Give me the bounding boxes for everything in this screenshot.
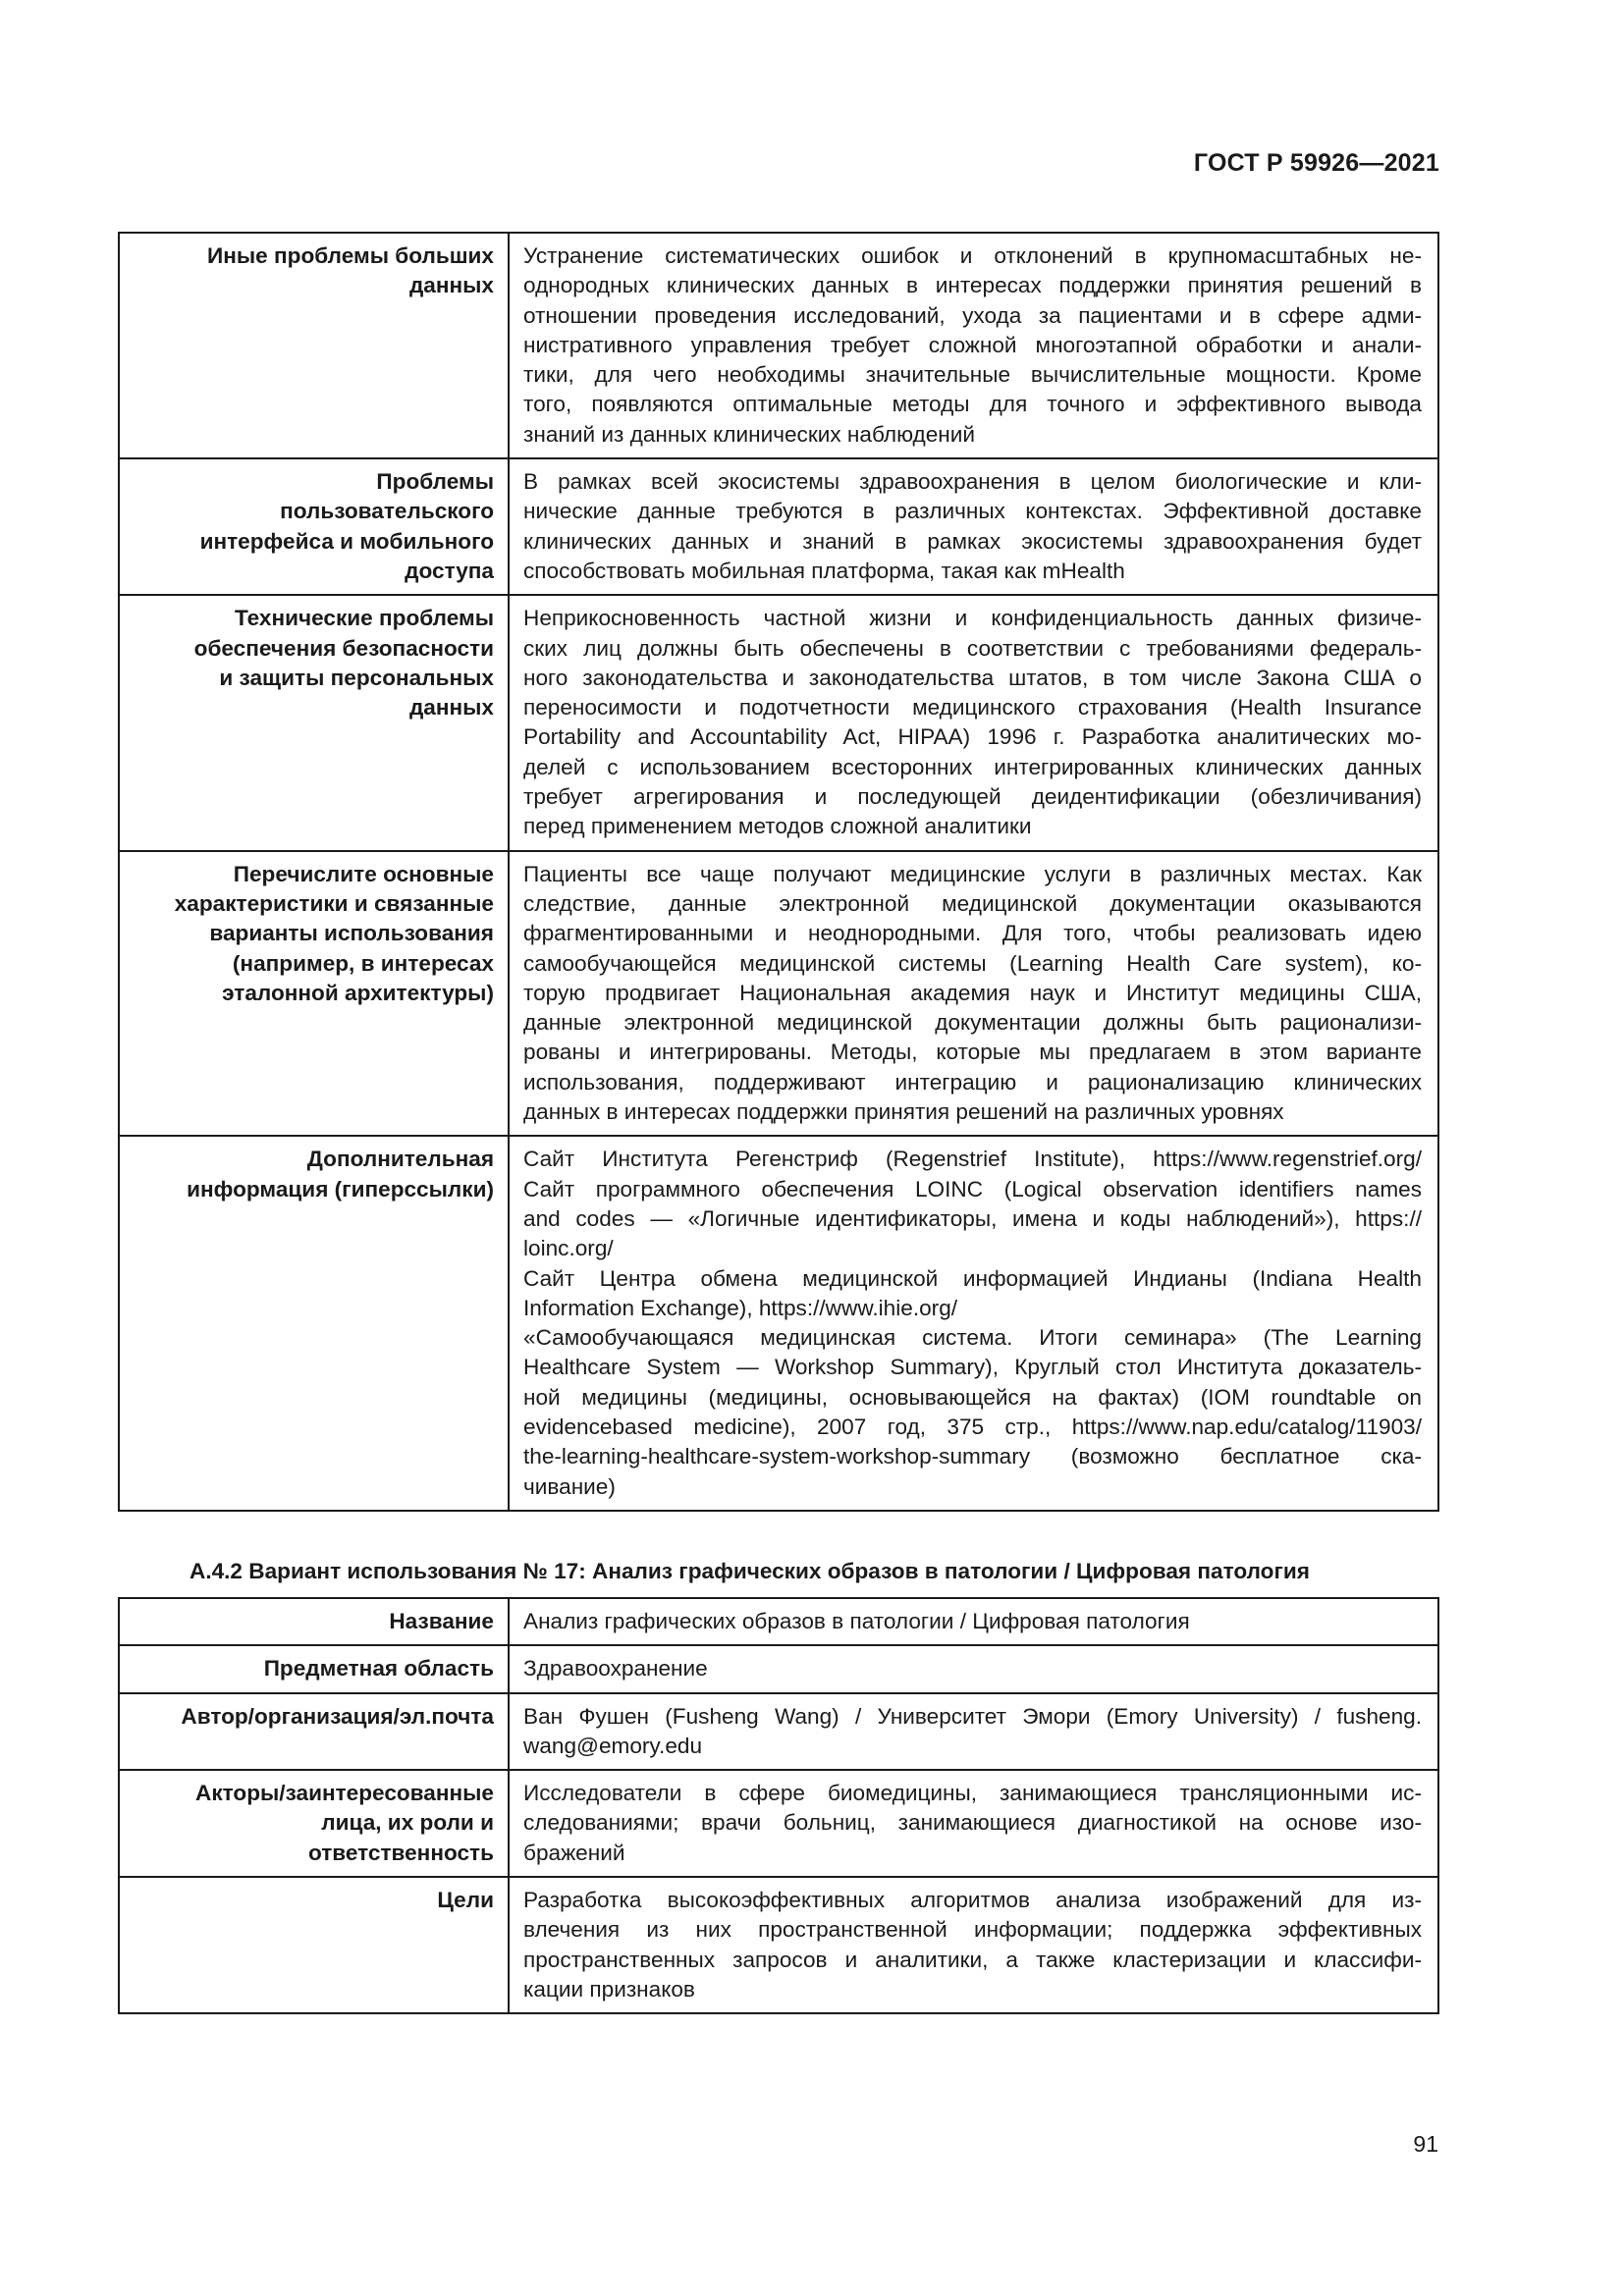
value-line: тики, для чего необходимы значительные вычислительные мощности. Кроме	[523, 362, 1422, 388]
value-line: Information Exchange), https://www.ihie.org/	[523, 1295, 958, 1320]
value-line: Здравоохранение	[523, 1656, 708, 1682]
label-line: Автор/организация/эл.почта	[181, 1703, 494, 1729]
value-line: перед применением методов сложной аналитики	[523, 814, 1032, 839]
table2-body	[119, 1598, 1438, 2013]
label-line: Проблемы	[376, 469, 494, 495]
value-line: бражений	[523, 1840, 625, 1865]
document-code: ГОСТ Р 59926—2021	[1193, 149, 1439, 177]
row-value	[509, 1136, 1438, 1511]
value-line: следованиями; врачи больниц, занимающиеся диагностикой на основе изо-	[523, 1810, 1422, 1836]
value-line: данных в интересах поддержки принятия решений на различных уровнях	[523, 1099, 1284, 1125]
value-line: использования, поддерживают интеграцию и рационализацию клинических	[523, 1069, 1422, 1095]
value-line: Сайт Центра обмена медицинской информацией Индианы (Indiana Health	[523, 1265, 1422, 1291]
row-value	[509, 1598, 1438, 1645]
row-label	[119, 233, 509, 458]
value-line: следствие, данные электронной медицинской документации оказываются	[523, 890, 1422, 916]
value-line: and codes — «Логичные идентификаторы, имена и коды наблюдений»), https://	[523, 1205, 1422, 1231]
value-line: Сайт программного обеспечения LOINC (Logical observation identifiers names	[523, 1176, 1422, 1201]
row-value	[509, 1645, 1438, 1692]
value-line: Устранение систематических ошибок и отклонений в крупномасштабных не-	[523, 243, 1422, 268]
value-line: кации признаков	[523, 1976, 695, 2002]
table-row	[119, 1645, 1438, 1692]
value-line: wang@emory.edu	[523, 1733, 703, 1758]
table-row	[119, 1598, 1438, 1645]
row-label	[119, 1136, 509, 1511]
value-line: делей с использованием всесторонних интегрированных клинических данных	[523, 754, 1422, 779]
value-line: Неприкосновенность частной жизни и конфиденциальность данных физиче-	[523, 606, 1422, 631]
label-line: интерфейса и мобильного	[199, 528, 494, 554]
label-line: Технические проблемы	[234, 606, 494, 631]
value-line: Пациенты все чаще получают медицинские услуги в различных местах. Как	[523, 861, 1422, 886]
row-value	[509, 1770, 1438, 1877]
label-line: Название	[389, 1609, 494, 1633]
use-case-table-continued	[118, 232, 1439, 1512]
value-line: Разработка высокоэффективных алгоритмов анализа изображений для из-	[523, 1888, 1422, 1913]
row-label	[119, 458, 509, 595]
label-line: Иные проблемы больших	[207, 243, 494, 268]
value-line: отношении проведения исследований, ухода за пациентами и в сфере адми-	[523, 302, 1422, 328]
value-line: переносимости и подотчетности медицинского страхования (Health Insurance	[523, 695, 1422, 721]
value-line: ских лиц должны быть обеспечены в соответствии с требованиями федераль-	[523, 635, 1422, 661]
row-label	[119, 595, 509, 850]
row-value	[509, 1693, 1438, 1771]
label-line: обеспечения безопасности	[193, 635, 494, 661]
row-value	[509, 851, 1438, 1137]
table-row	[119, 1877, 1438, 2013]
table1-body	[119, 233, 1438, 1511]
value-line: Анализ графических образов в патологии / Цифровая патология	[523, 1609, 1190, 1633]
value-line: однородных клинических данных в интересах поддержки принятия решений в	[523, 273, 1422, 298]
label-line: и защиты персональных	[219, 665, 494, 690]
value-line: того, появляются оптимальные методы для точного и эффективного вывода	[523, 392, 1422, 417]
label-line: Предметная область	[263, 1656, 494, 1682]
value-line: the-learning-healthcare-system-workshop-summary (возможно бесплатное ска-	[523, 1444, 1422, 1469]
value-line: торую продвигает Национальная академия наук и Институт медицины США,	[523, 980, 1422, 1005]
label-line: ответственность	[307, 1840, 494, 1865]
table-row	[119, 233, 1438, 458]
use-case-17-table	[118, 1597, 1439, 2014]
row-label	[119, 1877, 509, 2013]
value-line: evidencebased medicine), 2007 год, 375 стр., https://www.nap.edu/catalog/11903/	[523, 1414, 1422, 1439]
value-line: Portability and Accountability Act, HIPAA) 1996 г. Разработка аналитических мо-	[523, 724, 1422, 750]
label-line: Дополнительная	[306, 1147, 494, 1172]
value-line: Healthcare System — Workshop Summary), Круглый стол Института доказатель-	[523, 1355, 1422, 1380]
value-line: ного законодательства и законодательства штатов, в том числе Закона США о	[523, 665, 1422, 690]
label-line: лица, их роли и	[321, 1810, 494, 1836]
table-row	[119, 1770, 1438, 1877]
value-line: «Самообучающаяся медицинская система. Итоги семинара» (The Learning	[523, 1325, 1422, 1351]
label-line: характеристики и связанные	[174, 890, 494, 916]
value-line: нические данные требуются в различных контекстах. Эффективной доставке	[523, 499, 1422, 524]
label-line: Акторы/заинтересованные	[195, 1781, 494, 1806]
value-line: чивание)	[523, 1473, 616, 1499]
label-line: (например, в интересах	[232, 950, 494, 976]
value-line: требует агрегирования и последующей деидентификации (обезличивания)	[523, 784, 1422, 810]
label-line: информация (гиперссылки)	[187, 1176, 494, 1201]
value-line: пространственных запросов и аналитики, а также кластеризации и классифи-	[523, 1947, 1422, 1972]
label-line: Перечислите основные	[233, 861, 494, 886]
table-row	[119, 595, 1438, 850]
value-line: знаний из данных клинических наблюдений	[523, 421, 975, 447]
section-heading: А.4.2 Вариант использования № 17: Анализ графических образов в патологии / Цифровая патология	[189, 1559, 1310, 1583]
table-row	[119, 1693, 1438, 1771]
value-line: Ван Фушен (Fusheng Wang) / Университет Эмори (Emory University) / fusheng.	[523, 1703, 1422, 1729]
row-label	[119, 1598, 509, 1645]
value-line: loinc.org/	[523, 1236, 614, 1261]
page-number: 91	[1413, 2131, 1438, 2157]
value-line: Сайт Института Регенстриф (Regenstrief Institute), https://www.regenstrief.org/	[523, 1147, 1422, 1172]
table-row	[119, 458, 1438, 595]
label-line: данных	[408, 695, 494, 721]
value-line: влечения из них пространственной информации; поддержка эффективных	[523, 1917, 1422, 1943]
value-line: В рамках всей экосистемы здравоохранения в целом биологические и кли-	[523, 469, 1422, 495]
row-value	[509, 458, 1438, 595]
table-row	[119, 851, 1438, 1137]
label-line: доступа	[405, 558, 494, 583]
value-line: рованы и интегрированы. Методы, которые мы предлагаем в этом варианте	[523, 1040, 1422, 1065]
row-label	[119, 851, 509, 1137]
value-line: ной медицины (медицины, основывающейся на фактах) (IOM roundtable on	[523, 1384, 1422, 1410]
table-row	[119, 1136, 1438, 1511]
row-value	[509, 595, 1438, 850]
value-line: самообучающейся медицинской системы (Learning Health Care system), ко-	[523, 950, 1422, 976]
label-line: варианты использования	[209, 921, 494, 946]
row-label	[119, 1693, 509, 1771]
value-line: данные электронной медицинской документации должны быть рационализи-	[523, 1010, 1422, 1036]
label-line: пользовательского	[280, 499, 494, 524]
row-label	[119, 1770, 509, 1877]
label-line: Цели	[437, 1888, 494, 1913]
value-line: фрагментированными и неоднородными. Для того, чтобы реализовать идею	[523, 921, 1422, 946]
value-line: способствовать мобильная платформа, такая как mHealth	[523, 558, 1125, 583]
row-value	[509, 1877, 1438, 2013]
row-label	[119, 1645, 509, 1692]
value-line: нистративного управления требует сложной многоэтапной обработки и анали-	[523, 332, 1422, 357]
label-line: данных	[408, 273, 494, 298]
label-line: эталонной архитектуры)	[222, 980, 494, 1005]
value-line: клинических данных и знаний в рамках экосистемы здравоохранения будет	[523, 528, 1422, 554]
row-value	[509, 233, 1438, 458]
value-line: Исследователи в сфере биомедицины, занимающиеся трансляционными ис-	[523, 1781, 1422, 1806]
